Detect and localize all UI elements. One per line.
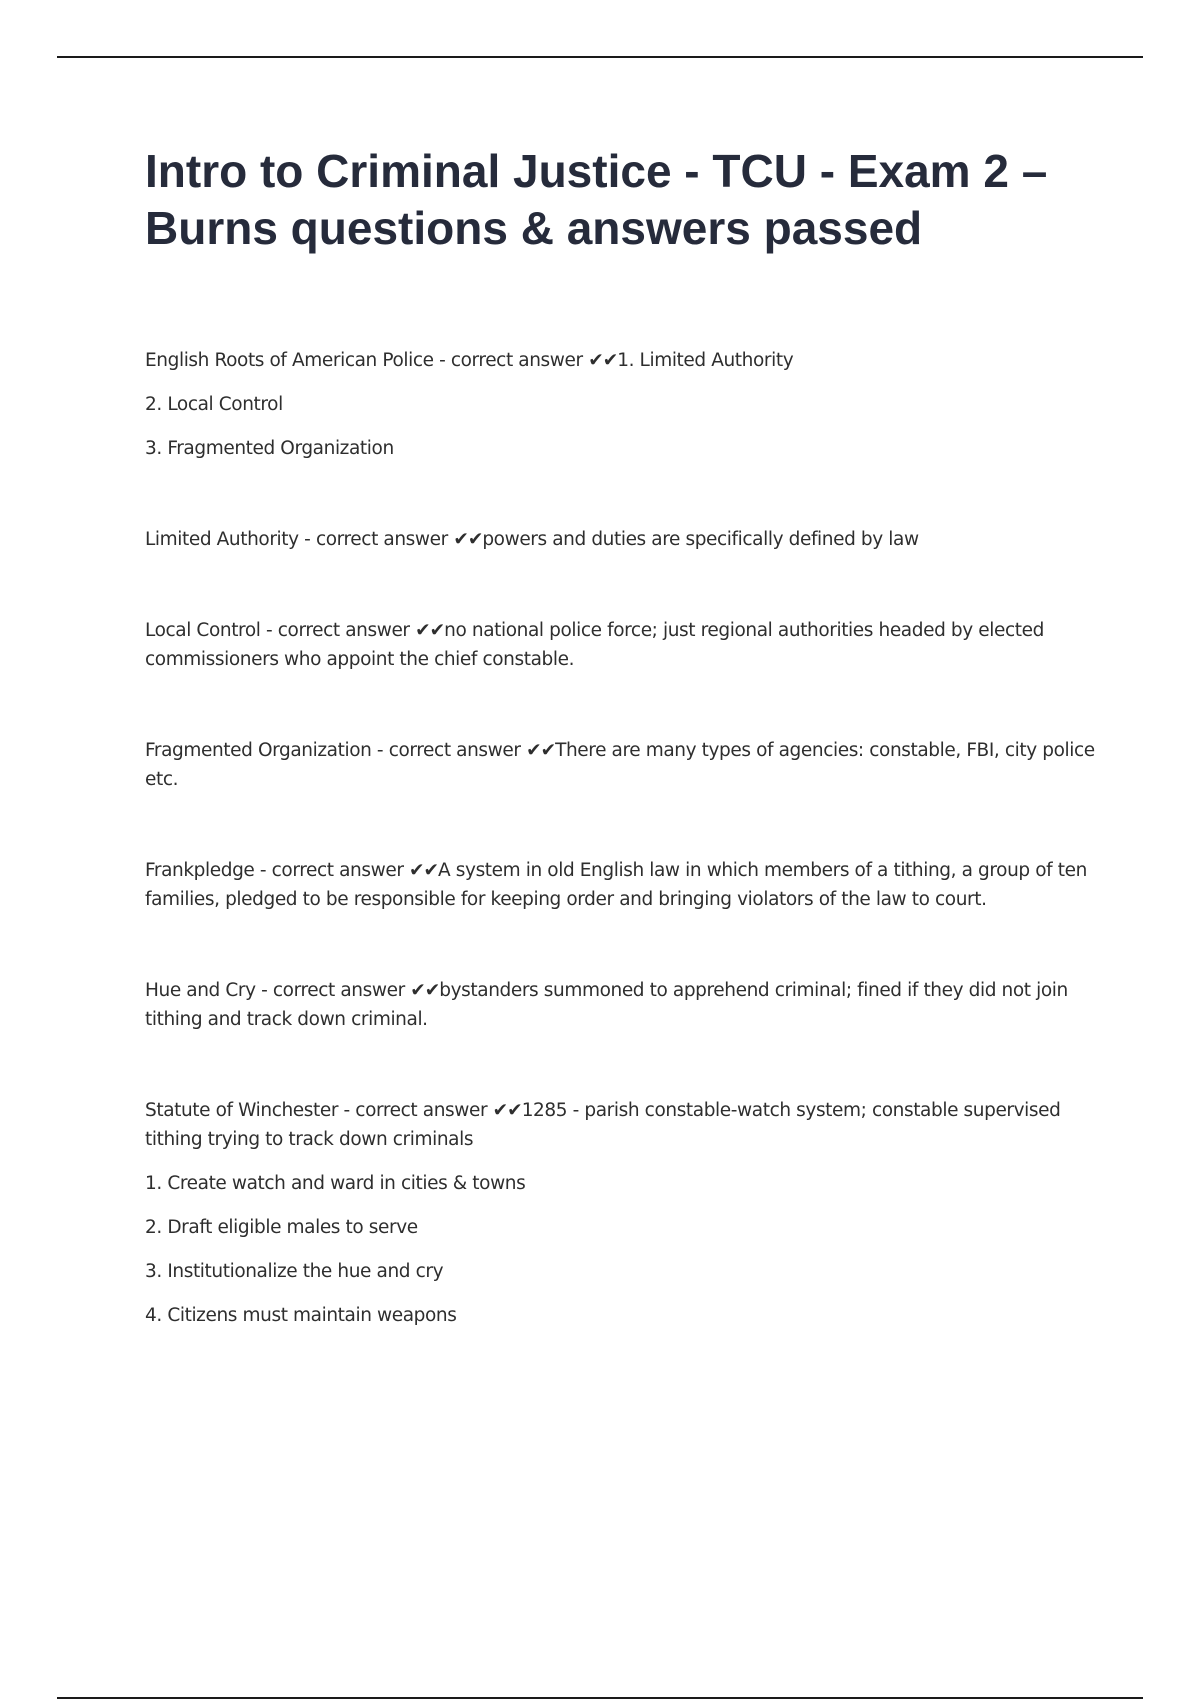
qa-answer: A system in old English law in which members of a tithing, a group of ten families, pledged to be responsible for keeping order and bringing violators of the law to court.: [145, 860, 1087, 910]
qa-entry-local-control: [145, 616, 1095, 674]
qa-term: Frankpledge: [145, 860, 255, 881]
double-check-icon: ✔✔: [526, 740, 556, 761]
list-item: 4. Citizens must maintain weapons: [145, 1305, 457, 1326]
qa-separator: - correct answer: [371, 740, 527, 761]
double-check-icon: ✔✔: [410, 980, 440, 1001]
qa-term: English Roots of American Police: [145, 350, 434, 371]
bottom-rule: [57, 1697, 1143, 1699]
qa-separator: - correct answer: [338, 1100, 493, 1121]
double-check-icon: ✔✔: [415, 620, 445, 641]
qa-entry-frankpledge: [145, 856, 1095, 914]
qa-line: [145, 736, 1095, 794]
qa-entry-limited-authority: [145, 525, 1095, 554]
qa-term: Hue and Cry: [145, 980, 256, 1001]
qa-entry-hue-and-cry: [145, 976, 1095, 1034]
top-rule: [57, 56, 1143, 58]
qa-entry-fragmented-organization: [145, 736, 1095, 794]
qa-term: Local Control: [145, 620, 261, 641]
double-check-icon: ✔✔: [588, 350, 618, 371]
qa-answer: There are many types of agencies: constable, FBI, city police etc.: [145, 740, 1095, 790]
list-item: 2. Draft eligible males to serve: [145, 1217, 418, 1238]
qa-answer: 1. Limited Authority: [617, 350, 794, 371]
qa-line: [145, 346, 1095, 375]
qa-entry-english-roots: [145, 346, 1095, 463]
qa-separator: - correct answer: [260, 620, 416, 641]
qa-line: [145, 856, 1095, 914]
list-item: 1. Create watch and ward in cities & towns: [145, 1173, 526, 1194]
qa-answer: 1285 - parish constable-watch system; constable supervised tithing trying to track down criminals: [145, 1100, 1061, 1150]
double-check-icon: ✔✔: [409, 860, 439, 881]
qa-line: [145, 616, 1095, 674]
qa-line: [145, 525, 1095, 554]
list-item: 2. Local Control: [145, 394, 283, 415]
qa-line: [145, 976, 1095, 1034]
qa-answer: no national police force; just regional authorities headed by elected commissioners who appoint the chief constable.: [145, 620, 1044, 670]
qa-term: Limited Authority: [145, 529, 299, 550]
page-title: Intro to Criminal Justice - TCU - Exam 2 – Burns questions & answers passed: [145, 145, 1048, 254]
qa-line: [145, 1096, 1095, 1154]
list-item: 3. Fragmented Organization: [145, 438, 394, 459]
double-check-icon: ✔✔: [453, 529, 483, 550]
list-item: 3. Institutionalize the hue and cry: [145, 1261, 444, 1282]
qa-term: Fragmented Organization: [145, 740, 372, 761]
qa-entry-statute-of-winchester: [145, 1096, 1095, 1330]
qa-separator: - correct answer: [254, 860, 410, 881]
qa-separator: - correct answer: [433, 350, 589, 371]
qa-content: [145, 346, 1095, 1330]
qa-answer: powers and duties are specifically defined by law: [482, 529, 919, 550]
qa-term: Statute of Winchester: [145, 1100, 339, 1121]
qa-answer: bystanders summoned to apprehend criminal; fined if they did not join tithing and track down criminal.: [145, 980, 1068, 1030]
qa-separator: - correct answer: [298, 529, 454, 550]
double-check-icon: ✔✔: [492, 1100, 522, 1121]
qa-separator: - correct answer: [255, 980, 411, 1001]
